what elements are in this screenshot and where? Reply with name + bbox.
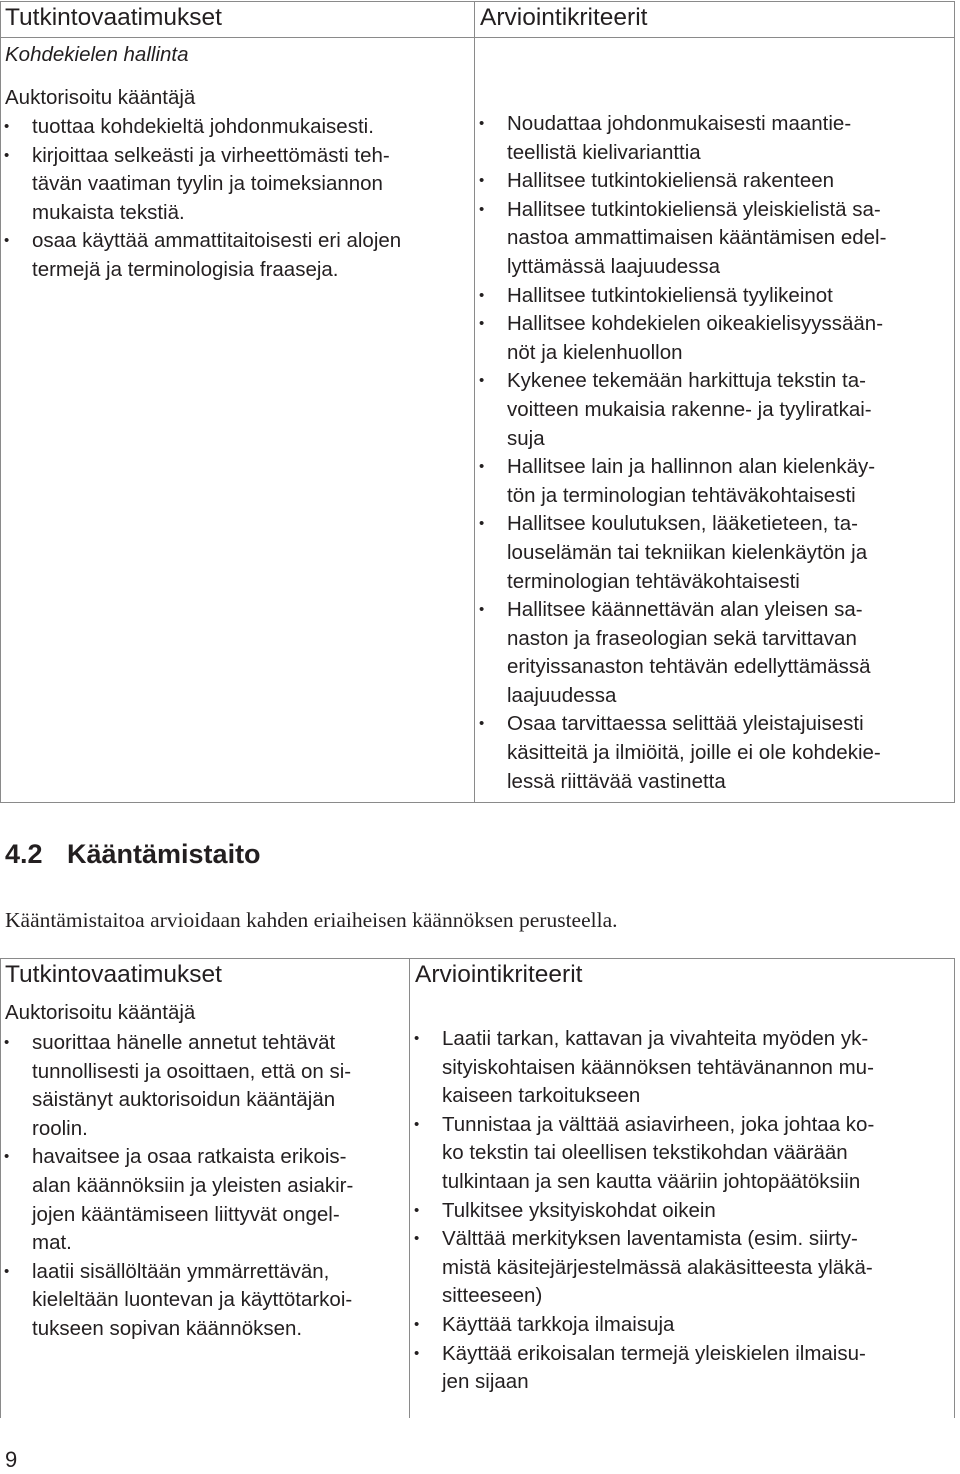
list-item: • Hallitsee koulutuksen, lääketieteen, ta- louselämän tai tekniikan kielenkäytön ja terminologian tehtäväkohtaisesti <box>479 512 868 593</box>
section-heading <box>5 838 261 870</box>
list-item: • Laatii tarkan, kattavan ja vivahteita myöden yk- sityiskohtaisen käännöksen tehtävänannon mu- kaiseen tarkoitukseen <box>414 1027 874 1108</box>
bullet-icon: • <box>479 172 485 190</box>
list-item: • Välttää merkityksen laventamista (esim. siirty- mistä käsitejärjestelmässä alakäsitteesta yläkä- sitteeseen) <box>414 1227 873 1308</box>
table-2-right-header: Arviointikriteerit <box>415 961 583 988</box>
table-2-role-label: Auktorisoitu kääntäjä <box>5 1001 196 1024</box>
table-1-subheading: Kohdekielen hallinta <box>5 43 189 66</box>
list-item: • Käyttää tarkkoja ilmaisuja <box>410 1311 952 1340</box>
table-1-right-header: Arviointikriteerit <box>480 4 648 31</box>
bullet-icon: • <box>414 1030 420 1047</box>
bullet-icon: • <box>414 1315 420 1333</box>
bullet-icon: • <box>4 1262 10 1280</box>
table-1-left-header: Tutkintovaatimukset <box>5 4 222 31</box>
table-1-role-label: Auktorisoitu kääntäjä <box>5 86 196 109</box>
list-item: • Hallitsee kohdekielen oikeakielisyyssään- nöt ja kielenhuollon <box>479 312 884 364</box>
bullet-icon: • <box>4 1148 10 1166</box>
section-intro: Kääntämistaitoa arvioidaan kahden eriaiheisen käännöksen perusteella. <box>5 908 618 932</box>
list-item: • Noudattaa johdonmukaisesti maantie- teellistä kielivarianttia <box>479 112 852 164</box>
bullet-icon: • <box>479 200 485 218</box>
bullet-icon: • <box>479 715 485 733</box>
list-item: • Hallitsee tutkintokieliensä rakenteen <box>475 167 951 196</box>
section-number: 4.2 <box>5 839 43 869</box>
bullet-icon: • <box>479 515 485 533</box>
list-item: • kirjoittaa selkeästi ja virheettömästi teh- tävän vaatiman tyylin ja toimeksiannon mukaista tekstiä. <box>4 143 390 224</box>
table-1-right-border <box>954 1 955 803</box>
bullet-icon: • <box>479 115 485 132</box>
bullet-icon: • <box>479 315 485 333</box>
bullet-icon: • <box>414 1201 420 1219</box>
list-item: • laatii sisällöltään ymmärrettävän, kieleltään luontevan ja käyttötarkoi- tukseen sopivan käännöksen. <box>4 1259 353 1340</box>
table-1-bottom-rule <box>0 802 955 803</box>
list-item: • Hallitsee tutkintokieliensä yleiskielistä sa- nastoa ammattimaisen kääntämisen edel- lyttämässä laajuudessa <box>479 197 887 278</box>
table-1-top-rule <box>0 1 955 2</box>
table-2-requirements-list <box>0 1029 405 1344</box>
bullet-icon: • <box>414 1230 420 1248</box>
page-number: 9 <box>5 1447 18 1472</box>
bullet-icon: • <box>414 1115 420 1133</box>
table-2-criteria-list <box>410 1025 952 1397</box>
list-item: • suorittaa hänelle annetut tehtävät tunnollisesti ja osoittaen, että on si- säistänyt auktorisoidun kääntäjän roolin. <box>4 1031 352 1140</box>
list-item: • Käyttää erikoisalan termejä yleiskielen ilmaisu- jen sijaan <box>414 1341 866 1394</box>
list-item: • Osaa tarvittaessa selittää yleistajuisesti käsitteitä ja ilmiöitä, joille ei ole kohdekie- lessä riittävää vastinetta <box>479 712 881 793</box>
table-1-requirements-list <box>0 113 468 285</box>
list-item: • Tunnistaa ja välttää asiavirheen, joka johtaa ko- ko tekstin tai oleellisen tekstikohdan väärään tulkintaan ja sen kautta vääriin johtopäätöksiin <box>414 1112 875 1193</box>
table-2-top-rule <box>0 958 955 959</box>
bullet-icon: • <box>479 458 485 476</box>
list-item: • tuottaa kohdekieltä johdonmukaisesti. <box>0 113 468 142</box>
list-item: • Tulkitsee yksityiskohdat oikein <box>410 1197 952 1226</box>
bullet-icon: • <box>4 146 10 164</box>
table-2-left-header: Tutkintovaatimukset <box>5 961 222 988</box>
bullet-icon: • <box>479 286 485 304</box>
bullet-icon: • <box>414 1344 420 1362</box>
list-item: • Kykenee tekemään harkittuja tekstin ta- voitteen mukaisia rakenne- ja tyyliratkai- suja <box>479 369 872 450</box>
bullet-icon: • <box>479 372 485 390</box>
table-1-criteria-list <box>475 110 951 796</box>
list-item: • Hallitsee tutkintokieliensä tyylikeinot <box>475 282 951 311</box>
list-item: • havaitsee ja osaa ratkaista erikois- alan käännöksiin ja yleisten asiakir- jojen kääntämiseen liittyvät ongel- mat. <box>4 1145 354 1255</box>
table-1-header-rule <box>0 37 955 38</box>
table-2-right-border <box>954 958 955 1418</box>
bullet-icon: • <box>479 601 485 619</box>
list-item: • Hallitsee lain ja hallinnon alan kielenkäy- tön ja terminologian tehtäväkohtaisesti <box>479 455 876 507</box>
bullet-icon: • <box>4 232 10 250</box>
list-item: • osaa käyttää ammattitaitoisesti eri alojen termejä ja terminologisia fraaseja. <box>4 229 402 281</box>
section-title: Kääntämistaito <box>67 839 261 869</box>
list-item: • Hallitsee käännettävän alan yleisen sa- naston ja fraseologian sekä tarvittavan erityissanaston tehtävän edellyttämässä laajuudessa <box>479 598 871 707</box>
bullet-icon: • <box>4 118 10 135</box>
bullet-icon: • <box>4 1034 10 1051</box>
